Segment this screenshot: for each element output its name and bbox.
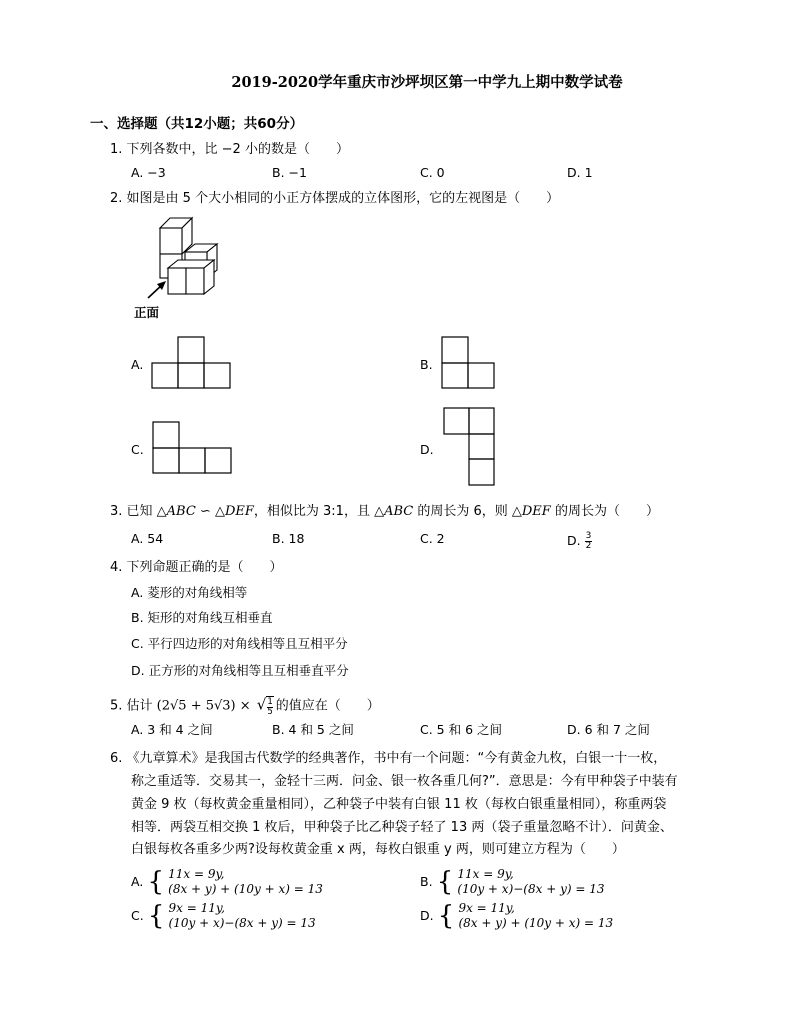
equation-1: 11x = 9y, bbox=[168, 867, 225, 881]
sqrt-denominator: 5 bbox=[267, 706, 273, 717]
question-2-option-a: A. bbox=[131, 357, 144, 372]
question-1-option-c: C. 0 bbox=[420, 165, 445, 180]
question-4-stem: 4. 下列命题正确的是（ ） bbox=[110, 560, 283, 575]
question-6-option-d bbox=[420, 901, 613, 931]
fraction-denominator: 2 bbox=[585, 541, 592, 551]
question-5-stem-suffix: 的值应在（ ） bbox=[275, 698, 380, 714]
equation-2: (8x + y) + (10y + x) = 13 bbox=[458, 916, 614, 930]
view-d-figure bbox=[444, 408, 494, 485]
question-3-stem-prefix: 3. 已知 bbox=[110, 504, 157, 519]
question-4-option-a: A. 菱形的对角线相等 bbox=[131, 585, 248, 600]
equation-1: 9x = 11y, bbox=[458, 901, 515, 915]
question-4-option-b: B. 矩形的对角线互相垂直 bbox=[131, 610, 273, 625]
question-6-stem-line-4: 相等．两袋互相交换 1 枚后，甲种袋子比乙种袋子轻了 13 两（袋子重量忽略不计）．问黄金、 bbox=[131, 820, 673, 835]
question-3-option-d bbox=[567, 532, 592, 551]
question-6-option-c bbox=[131, 901, 316, 931]
option-label: C. bbox=[131, 907, 144, 923]
page-title: 2019-2020学年重庆市沙坪坝区第一中学九上期中数学试卷 bbox=[231, 74, 623, 91]
option-label: A. bbox=[131, 873, 144, 889]
question-4-option-c: C. 平行四边形的对角线相等且互相平分 bbox=[131, 636, 348, 651]
question-5-stem-prefix: 5. 估计 bbox=[110, 698, 157, 714]
question-3-stem-middle: ，相似比为 3:1，且 bbox=[253, 504, 375, 519]
sqrt-numerator: 1 bbox=[267, 697, 273, 707]
brace-glyph: { bbox=[437, 901, 455, 931]
question-2-option-b: B. bbox=[420, 357, 433, 372]
option-label: D. bbox=[420, 907, 434, 923]
question-3-similarity: △ABC ∽ △DEF bbox=[156, 504, 254, 519]
question-5-option-a: A. 3 和 4 之间 bbox=[131, 722, 213, 737]
question-6-option-a bbox=[131, 867, 323, 897]
question-5-option-d: D. 6 和 7 之间 bbox=[567, 722, 650, 737]
question-3-stem-suffix: 的周长为（ ） bbox=[550, 504, 659, 519]
question-6-stem-line-5: 白银每枚各重多少两?设每枚黄金重 x 两，每枚白银重 y 两，则可建立方程为（ ） bbox=[131, 842, 625, 857]
question-3-triangle-def: △DEF bbox=[511, 504, 551, 519]
option-label: B. bbox=[420, 873, 433, 889]
question-1-option-d: D. 1 bbox=[567, 165, 593, 180]
brace-glyph: { bbox=[147, 867, 164, 897]
question-3-option-c: C. 2 bbox=[420, 531, 445, 546]
fraction-numerator: 3 bbox=[585, 531, 592, 541]
equation-2: (10y + x)−(8x + y) = 13 bbox=[457, 882, 605, 896]
section-heading: 一、选择题（共12小题；共60分） bbox=[90, 116, 304, 132]
equation-2: (8x + y) + (10y + x) = 13 bbox=[168, 882, 323, 896]
question-3-option-a: A. 54 bbox=[131, 531, 164, 546]
equation-1: 11x = 9y, bbox=[457, 867, 514, 881]
question-2-option-c: C. bbox=[131, 442, 144, 457]
equation-2: (10y + x)−(8x + y) = 13 bbox=[168, 916, 316, 930]
equation-1: 9x = 11y, bbox=[168, 901, 225, 915]
question-5-sqrt-fraction: √ $\frac{1}{5}$ bbox=[256, 695, 273, 717]
view-c-figure bbox=[153, 422, 231, 473]
question-4-option-d: D. 正方形的对角线相等且互相垂直平分 bbox=[131, 663, 349, 678]
view-b-figure bbox=[442, 337, 494, 388]
question-3-option-d-fraction bbox=[585, 532, 593, 551]
question-3-option-b: B. 18 bbox=[272, 531, 305, 546]
question-1-stem: 1. 下列各数中，比 −2 小的数是（ ） bbox=[110, 142, 349, 157]
question-6-stem-line-2: 称之重适等．交易其一，金轻十三两．问金、银一枚各重几何?”．意思是：今有甲种袋子中装有 bbox=[131, 774, 678, 789]
brace-glyph: { bbox=[147, 901, 165, 931]
question-5-expression: (2√5 + 5√3) × bbox=[156, 698, 255, 714]
question-6-stem-line-3: 黄金 9 枚（每枚黄金重量相同），乙种袋子中装有白银 11 枚（每枚白银重量相同），称重两袋 bbox=[131, 797, 667, 812]
question-3-stem-middle-2: 的周长为 6，则 bbox=[413, 504, 512, 519]
question-2-stem: 2. 如图是由 5 个大小相同的小正方体摆成的立体图形，它的左视图是（ ） bbox=[110, 191, 560, 206]
question-5-stem bbox=[110, 696, 380, 716]
question-1-option-b: B. −1 bbox=[272, 165, 307, 180]
question-3-stem bbox=[110, 505, 659, 520]
view-a-figure bbox=[152, 337, 230, 388]
question-3-triangle-abc: △ABC bbox=[374, 504, 414, 519]
question-1-option-a: A. −3 bbox=[131, 165, 166, 180]
figure-label-front: 正面 bbox=[134, 305, 160, 320]
question-2-option-d: D. bbox=[420, 442, 434, 457]
question-5-option-b: B. 4 和 5 之间 bbox=[272, 722, 354, 737]
question-6-option-b bbox=[420, 867, 605, 897]
question-3-option-d-label: D. bbox=[567, 533, 585, 548]
brace-glyph: { bbox=[436, 867, 454, 897]
question-5-option-c: C. 5 和 6 之间 bbox=[420, 722, 503, 737]
question-6-stem-line-1: 6. 《九章算术》是我国古代数学的经典著作，书中有一个问题：“今有黄金九枚，白银一十一枚， bbox=[110, 751, 667, 766]
